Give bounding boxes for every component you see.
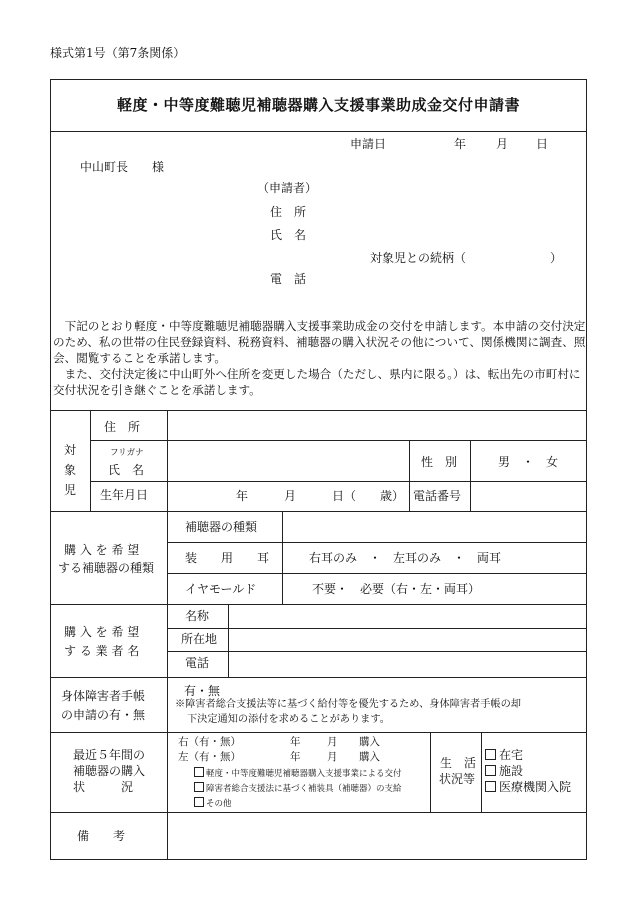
living-option-hospital[interactable]: 医療機関入院 [485, 780, 571, 794]
relation-label: 対象児との続柄（ ） [370, 251, 563, 265]
disability-section-label-1: 身体障害者手帳 [61, 689, 146, 703]
checkbox-icon [194, 782, 204, 792]
child-name-label: 氏 名 [108, 463, 145, 477]
applicant-name-label: 氏 名 [270, 228, 307, 242]
living-option-facility[interactable]: 施設 [485, 764, 523, 778]
living-option-home[interactable]: 在宅 [485, 748, 523, 762]
disability-note-2: 下決定通知の添付を求めることがあります。 [187, 714, 390, 725]
vendor-section-label-1: 購 入 を 希 望 [64, 625, 140, 639]
earmold-label: イヤモールド [185, 582, 257, 596]
statement-p2: また、交付決定後に中山町外へ住所を変更した場合（ただし、県内に限る。）は、転出先の市町村に交付状況を引き継ぐことを承諾します。 [53, 367, 581, 397]
vendor-name-label: 名称 [185, 609, 210, 623]
applicant-phone-label: 電 話 [270, 272, 307, 286]
disability-note-1: ※障害者総合支援法等に基づく給付等を優先するため、身体障害者手帳の却 [175, 699, 521, 710]
history-section-label-2: 補聴器の購入 [73, 764, 146, 778]
child-phone-label: 電話番号 [413, 489, 462, 503]
history-right-month: 月 [327, 736, 338, 748]
vendor-phone-label: 電話 [185, 656, 210, 670]
history-left-month: 月 [327, 751, 338, 763]
birth-value: 年 月 日（ 歳） [236, 489, 405, 503]
child-section-label: 対 象 児 [64, 443, 77, 497]
date-year: 年 [454, 137, 467, 151]
ear-label: 装 用 耳 [185, 551, 270, 565]
history-section-label-3: 状 況 [73, 780, 134, 794]
history-section-label-1: 最近５年間の [73, 748, 146, 762]
statement-p1: 下記のとおり軽度・中等度難聴児補聴器購入支援事業助成金の交付を申請します。本申請の交付決定のため、私の世帯の住民登録資料、税務資料、補聴器の購入状況その他について、関係機関に調査、照会、閲覧することを承諾します。 [53, 319, 586, 365]
history-right-label: 右（有・無） [178, 736, 241, 748]
living-label-1: 生 活 [440, 756, 477, 770]
form-number: 様式第1号（第7条関係） [50, 46, 186, 60]
date-day: 日 [536, 137, 549, 151]
furigana-label: フリガナ [110, 448, 144, 458]
vendor-location-label: 所在地 [181, 632, 218, 646]
history-right-year: 年 [290, 736, 301, 748]
earmold-options: 不要・ 必要（右・左・両耳） [312, 582, 481, 596]
disability-section-label-2: の申請の有・無 [61, 708, 146, 722]
child-address-label: 住 所 [104, 420, 141, 434]
disability-value: 有・無 [184, 684, 221, 698]
form-title: 軽度・中等度難聴児補聴器購入支援事業助成金交付申請書 [116, 96, 520, 114]
checkbox-icon [485, 749, 496, 760]
history-left-year: 年 [290, 751, 301, 763]
vendor-section-label-2: す る 業 者 名 [64, 644, 140, 658]
checkbox-icon [194, 797, 204, 807]
living-label-2: 状況等 [439, 772, 476, 786]
history-option-1[interactable]: 軽度・中等度難聴児補聴器購入支援事業による交付 [194, 767, 402, 779]
birth-label: 生年月日 [100, 488, 149, 502]
checkbox-icon [485, 781, 496, 792]
gender-options: 男 ・ 女 [498, 455, 559, 469]
device-section-label-2: する補聴器の種類 [58, 561, 155, 575]
history-left-label: 左（有・無） [178, 751, 241, 763]
remarks-label: 備 考 [77, 829, 126, 843]
history-option-3[interactable]: その他 [194, 797, 232, 809]
history-left-purchase: 購入 [359, 751, 380, 763]
checkbox-icon [485, 765, 496, 776]
date-label: 申請日 [350, 137, 387, 151]
gender-label: 性 別 [421, 455, 458, 469]
device-section-label-1: 購 入 を 希 望 [64, 543, 140, 557]
history-right-purchase: 購入 [359, 736, 380, 748]
addressee: 中山町長 様 [80, 160, 165, 174]
ear-options: 右耳のみ ・ 左耳のみ ・ 両耳 [309, 551, 502, 565]
applicant-address-label: 住 所 [270, 205, 307, 219]
device-type-label: 補聴器の種類 [185, 520, 258, 534]
history-option-2[interactable]: 障害者総合支援法に基づく補装具（補聴器）の支給 [194, 782, 402, 794]
checkbox-icon [194, 767, 204, 777]
date-month: 月 [496, 137, 509, 151]
applicant-label: （申請者） [257, 181, 318, 195]
